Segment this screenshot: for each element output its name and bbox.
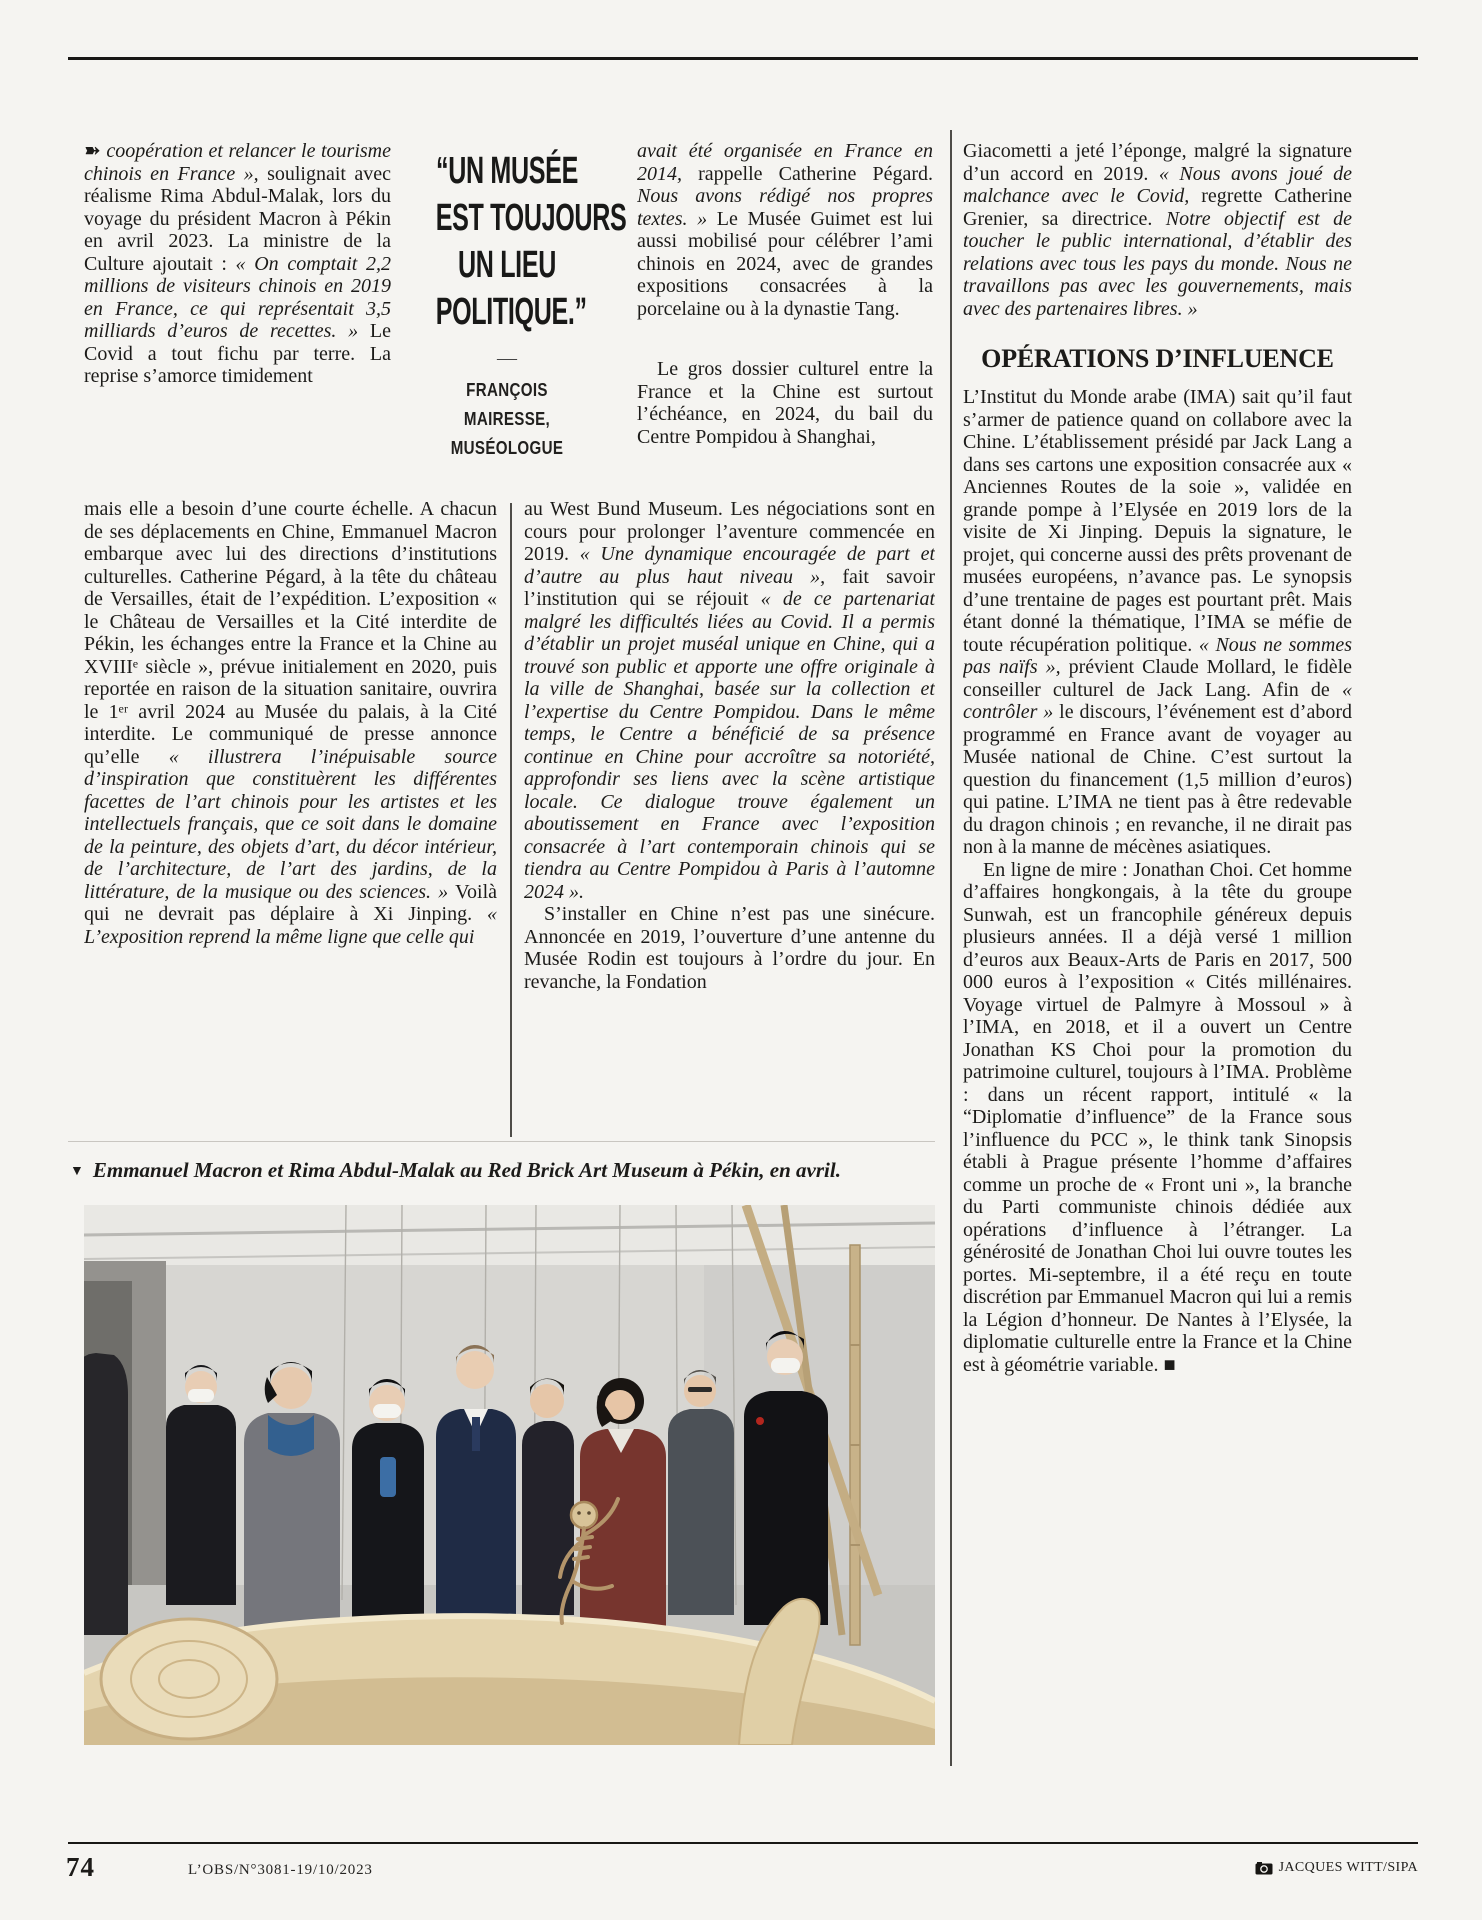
photo-log-end	[101, 1619, 277, 1739]
article-photo	[84, 1205, 935, 1745]
pull-quote	[399, 148, 627, 463]
column-1-bottom: mais elle a besoin d’une courte échelle. A chacun de ses déplacements en Chine, Emmanuel Macron embarque avec lui des directions d’institutions culturelles. Catherine Pégard, à la tête du château de Versailles, était de l’expédition. L’exposition « le Château de Versailles et la Cité interdite de Pékin, les échanges entre la France et la Chine au XVIIIᵉ siècle », prévue initialement en 2020, puis reportée en raison de la situation sanitaire, ouvrira le 1ᵉʳ avril 2024 au Musée du palais, à la Cité interdite. Le communiqué de presse annonce qu’elle « illustrera l’inépuisable source d’inspiration que constituèrent les différentes facettes de l’art chinois pour les artistes et les intellectuels français, que ce soit dans le domaine de la peinture, des objets d’art, du décor intérieur, de l’architecture, de l’art des jardins, de la littérature, de la musique ou des sciences. » Voilà qui ne devrait pas déplaire à Xi Jinping. « L’exposition reprend la même ligne que celle qui	[84, 498, 497, 948]
footer-rule	[68, 1842, 1418, 1844]
photo-illustration	[84, 1205, 935, 1745]
photo-credit-text: JACQUES WITT/SIPA	[1278, 1860, 1418, 1875]
camera-icon	[1255, 1862, 1273, 1875]
caption-rule	[68, 1141, 935, 1142]
photo-person-edge	[84, 1353, 128, 1635]
column-3-intro: Giacometti a jeté l’éponge, malgré la signature d’un accord en 2019. « Nous avons joué de malchance avec le Covid, regrette Catherine Grenier, sa directrice. Notre objectif est de toucher le public international, d’établir des relations avec tous les pays du monde. Nous ne travaillons pas avec les gouvernements, mais avec des partenaires libres. »	[963, 140, 1352, 320]
photo-caption	[70, 1158, 950, 1183]
column-1-top: ➽ coopération et relancer le tourisme chinois en France », soulignait avec réalisme Rima Abdul-Malak, lors du voyage du président Macron à Pékin en avril 2023. La ministre de la Culture ajoutait : « On comptait 2,2 millions de visiteurs chinois en 2019 en France, ce qui représentait 3,5 milliards d’euros de recettes. » Le Covid a tout fichu par terre. La reprise s’amorce timidement	[84, 140, 391, 387]
section-heading: OPÉRATIONS D’INFLUENCE	[981, 344, 1334, 373]
column-2-top: avait été organisée en France en 2014, rappelle Catherine Pégard. Nous avons rédigé nos propres textes. » Le Musée Guimet est lui aussi mobilisé pour célébrer l’ami chinois en 2024, avec de grandes expositions consacrées à la porcelaine ou à la dynastie Tang. Le gros dossier culturel entre la France et la Chine est surtout l’échéance, en 2024, du bail du Centre Pompidou à Shanghai,	[637, 140, 933, 448]
column-2-bottom: au West Bund Museum. Les négociations sont en cours pour prolonger l’aventure commencée en 2019. « Une dynamique encouragée de part et d’autre au plus haut niveau », fait savoir l’institution qui se réjouit « de ce partenariat malgré les difficultés liées au Covid. Il a permis d’établir un projet muséal unique en Chine, qui a trouvé son public et apporte une offre originale à la ville de Shanghai, basée sur la collection et l’expertise du Centre Pompidou. Dans le même temps, le Centre a bénéficié de sa présence continue en Chine pour accroître sa notoriété, approfondir ses liens avec la scène artistique locale. Ce dialogue trouve également un aboutissement en France avec l’exposition consacrée à l’art contemporain chinois qui se tiendra au Centre Pompidou à Paris à l’automne 2024 ». S’installer en Chine n’est pas une sinécure. Annoncée en 2019, l’ouverture d’une antenne du Musée Rodin est toujours à l’ordre du jour. En revanche, la Fondation	[524, 498, 935, 993]
pull-quote-attribution: FRANÇOIS MAIRESSE, MUSÉOLOGUE	[450, 380, 564, 458]
photo-credit	[1190, 1860, 1418, 1876]
pull-quote-dash: —	[497, 347, 517, 369]
issue-line: L’OBS/N°3081-19/10/2023	[188, 1862, 373, 1878]
column-divider-rule-left	[510, 503, 512, 1137]
caption-triangle-icon: ▼	[70, 1164, 84, 1179]
column-divider-rule-right	[950, 130, 952, 1766]
column-3-body: L’Institut du Monde arabe (IMA) sait qu’il faut s’armer de patience quand on collabore avec la Chine. L’établissement présidé par Jack Lang a dans ses cartons une exposition consacrée aux « Anciennes Routes de la soie », validée en grande pompe à l’Elysée en 2019 lors de la visite de Xi Jinping. Depuis la signature, le projet, qui concerne aussi des prêts provenant de musées européens, n’avance pas. Le synopsis d’une trentaine de pages est pourtant prêt. Mais étant donné la thématique, l’IMA se méfie de toute récupération politique. « Nous ne sommes pas naïfs », prévient Claude Mollard, le fidèle conseiller culturel de Jack Lang. Afin de « contrôler » le discours, l’événement est d’abord programmé en France avant de voyager au Musée national de Chine. C’est surtout la question du financement (1,5 million d’euros) qui patine. L’IMA ne tient pas à être redevable du dragon chinois ; en revanche, il ne dirait pas non à la manne de mécènes asiatiques. En ligne de mire : Jonathan Choi. Cet homme d’affaires hongkongais, à la tête du groupe Sunwah, est un francophile généreux depuis plusieurs années. Il a déjà versé 1 million d’euros aux Beaux-Arts de Paris en 2017, 500 000 euros à l’exposition « Cités millénaires. Voyage virtuel de Palmyre à Mossoul » à l’IMA, en 2018, et il a ouvert un Centre Jonathan KS Choi pour la promotion du patrimoine culturel, toujours à l’IMA. Problème : dans un récent rapport, intitulé « la “Diplomatie d’influence” de la France sous l’influence du PCC », le think tank Sinopsis établi à Prague présente l’homme d’affaires comme un proche de « Front uni », la branche du Parti communiste chinois dédiée aux opérations d’influence à l’étranger. La générosité de Jonathan Choi lui ouvre toutes les portes. Mi-septembre, il a été reçu en toute discrétion par Emmanuel Macron qui lui a remis la Légion d’honneur. De Nantes à l’Elysée, la diplomatie culturelle entre la France et la Chine est à géométrie variable. ■	[963, 386, 1352, 1376]
top-rule	[68, 57, 1418, 60]
column-3	[963, 140, 1352, 1774]
photo-wooden-boat-sculpture	[84, 1599, 935, 1745]
caption-text: Emmanuel Macron et Rima Abdul-Malak au Red Brick Art Museum à Pékin, en avril.	[92, 1158, 841, 1182]
page-number: 74	[66, 1852, 95, 1882]
photo-ceiling	[84, 1205, 935, 1275]
pull-quote-text: “UN MUSÉE EST TOUJOURS UN LIEU POLITIQUE.”	[435, 150, 627, 333]
